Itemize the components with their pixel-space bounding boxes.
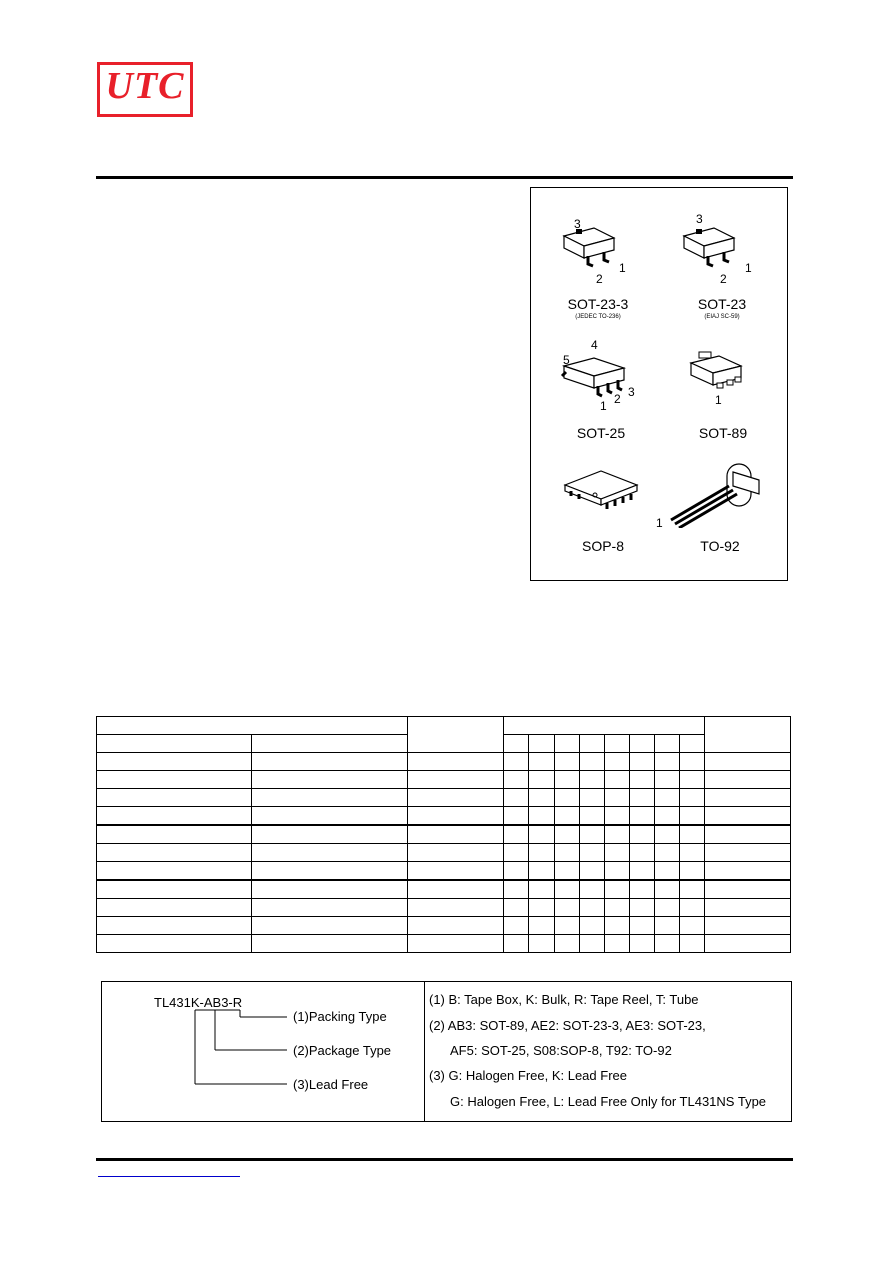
ordering-code-box — [101, 981, 792, 1122]
pin-label: 2 — [614, 392, 621, 406]
to-92-drawing — [661, 458, 781, 528]
table-row — [97, 844, 791, 862]
table-row — [97, 753, 791, 771]
table-row — [97, 899, 791, 917]
package-sub: (JEDEC TO-236) — [575, 314, 621, 320]
table-row — [97, 862, 791, 881]
logo-text: UTC — [105, 65, 185, 107]
sot-23-drawing — [676, 218, 756, 278]
pin-label: 1 — [715, 393, 722, 407]
package-name: TO-92 — [700, 538, 740, 554]
footer-rule — [96, 1158, 793, 1161]
code-item-lead: (3)Lead Free — [293, 1077, 369, 1092]
pin-label: 2 — [596, 272, 603, 286]
table-row — [97, 880, 791, 899]
pin-label: 2 — [720, 272, 727, 286]
ordering-table — [96, 716, 791, 953]
table-row — [97, 789, 791, 807]
legend-line: (3) G: Halogen Free, K: Lead Free — [429, 1068, 627, 1083]
pin-label: 1 — [600, 399, 607, 413]
table-row — [97, 807, 791, 826]
pin-label: 3 — [628, 385, 635, 399]
package-name: SOP-8 — [581, 538, 624, 554]
sop-8-drawing — [561, 465, 641, 520]
package-name: SOT-23-3 — [567, 296, 629, 312]
pin-label: 1 — [745, 261, 752, 275]
table-row — [97, 935, 791, 953]
table-header-row — [97, 717, 791, 735]
footer-link-underline[interactable] — [98, 1176, 240, 1177]
pin-label: 4 — [591, 338, 598, 352]
sot-89-drawing — [683, 348, 763, 398]
header-rule — [96, 176, 793, 179]
package-name: SOT-89 — [698, 425, 748, 441]
package-sub: (EIAJ SC-59) — [704, 314, 740, 320]
table-row — [97, 825, 791, 844]
code-item-package: (2)Package Type — [293, 1043, 392, 1058]
pin-label: 3 — [574, 217, 581, 231]
legend-line: (1) B: Tape Box, K: Bulk, R: Tape Reel, T: Tube — [429, 992, 699, 1007]
package-name: SOT-23 — [697, 296, 747, 312]
legend-line: (2) AB3: SOT-89, AE2: SOT-23-3, AE3: SOT-23, — [429, 1018, 706, 1033]
pin-label: 1 — [619, 261, 626, 275]
pin-label: 3 — [696, 212, 703, 226]
part-number: TL431K-AB3-R — [154, 995, 243, 1010]
code-item-packing: (1)Packing Type — [293, 1009, 387, 1024]
box-divider — [424, 982, 425, 1121]
utc-logo — [97, 62, 193, 117]
table-row — [97, 771, 791, 789]
legend-line: AF5: SOT-25, S08:SOP-8, T92: TO-92 — [450, 1043, 672, 1058]
pin-label: 5 — [563, 353, 570, 367]
package-name: SOT-25 — [576, 425, 626, 441]
package-panel — [530, 187, 788, 581]
table-row — [97, 917, 791, 935]
legend-line: G: Halogen Free, L: Lead Free Only for TL431NS Type — [450, 1094, 767, 1109]
pin-label: 1 — [656, 516, 663, 530]
